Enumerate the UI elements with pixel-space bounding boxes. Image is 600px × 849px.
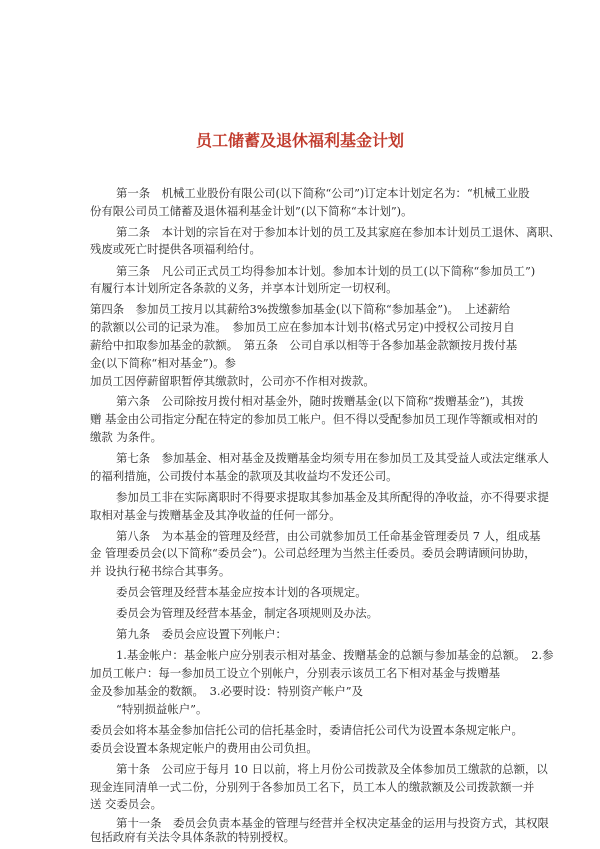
text-line: 金 管理委员会(以下简称“委员会”)。公司总经理为当然主任委员。委员会聘请顾问协助， (90, 546, 536, 560)
text-line: 委员会管理及经营本基金应按本计划的各项规定。 (116, 585, 367, 599)
text-line: 第七条 参加基金、相对基金及拨赠基金均须专用在参加员工及其受益人或法定继承人 (116, 451, 549, 465)
text-line: 第十条 公司应于每月 10 日以前，将上月份公司拨款及全体参加员工缴款的总额，以 (116, 762, 548, 776)
text-line: 残废或死亡时提供各项福利给付。 (90, 242, 261, 256)
text-line: 委员会设置本条规定帐户的费用由公司负担。 (90, 741, 318, 755)
text-line: 金(以下简称“相对基金”)。参 (90, 356, 236, 370)
text-line: 第九条 委员会应设置下列帐户： (116, 627, 287, 641)
text-line: 薪给中扣取参加基金的款额。 第五条 公司自承以相等于各参加基金款额按月拨付基 (90, 338, 518, 352)
text-line: 并 设执行秘书综合其事务。 (90, 564, 231, 578)
text-line: 的福利措施，公司拨付本基金的款项及其收益均不发还公司。 (90, 469, 398, 483)
text-line: 委员会为管理及经营本基金，制定各项规则及办法。 (116, 606, 378, 620)
text-line: 送 交委员会。 (90, 797, 162, 811)
text-line: 1.基金帐户：基金帐户应分别表示相对基金、拨赠基金的总额与参加基金的总额。 2.参 (116, 648, 554, 662)
text-line: 第三条 凡公司正式员工均得参加本计划。参加本计划的员工(以下简称“参加员工”) (116, 264, 536, 278)
text-line: 第一条 机械工业股份有限公司(以下简称“公司”)订定本计划定名为：“机械工业股 (116, 186, 530, 200)
text-line: 取相对基金与拨赠基金及其净收益的任何一部分。 (90, 508, 341, 522)
text-line: 份有限公司员工储蓄及退休福利基金计划”(以下简称“本计划”)。 (90, 204, 413, 218)
document-title: 员工储蓄及退休福利基金计划 (195, 131, 404, 150)
text-line: 有履行本计划所定各条款的义务，并享本计划所定一切权利。 (90, 281, 398, 295)
text-line: 现金连同清单一式二份，分别列于各参加员工名下，员工本人的缴款额及公司拨款额一并 (90, 780, 535, 794)
text-line: “特别损益帐户”。 (116, 702, 208, 716)
text-line: 委员会如将本基金参加信托公司的信托基金时，委请信托公司代为设置本条规定帐户。 (90, 723, 523, 737)
text-line: 加员工因停薪留职暂停其缴款时，公司亦不作相对拨款。 (90, 374, 375, 388)
text-line: 第六条 公司除按月拨付相对基金外，随时拨赠基金(以下简称“拨赠基金”)，其拨 (116, 394, 524, 408)
text-line: 加员工帐户：每一参加员工设立个别帐户，分别表示该员工名下相对基金与拨赠基 (90, 666, 501, 680)
text-line: 金及参加基金的数额。 3.必要时设：特别资产帐户”及 (90, 684, 363, 698)
text-line: 包括政府有关法令具体条款的特别授权。 (90, 830, 296, 844)
text-line: 赠 基金由公司指定分配在特定的参加员工帐户。但不得以受配参加员工现作等额或相对的 (90, 412, 538, 426)
text-line: 参加员工非在实际离职时不得要求提取其参加基金及其所配得的净收益，亦不得要求提 (116, 490, 549, 504)
text-line: 第四条 参加员工按月以其薪给3%拨缴参加基金(以下简称“参加基金”)。 上述薪给 (90, 302, 511, 316)
text-line: 第十一条 委员会负责本基金的管理与经营并全权决定基金的运用与投资方式，其权限 (116, 816, 549, 830)
text-line: 的款额以公司的记录为准。 参加员工应在参加本计划书(格式另定)中授权公司按月自 (90, 320, 515, 334)
text-line: 缴款 为条件。 (90, 430, 162, 444)
text-line: 第八条 为本基金的管理及经营，由公司就参加员工任命基金管理委员 7 人，组成基 (116, 529, 541, 543)
text-line: 第二条 本计划的宗旨在对于参加本计划的员工及其家庭在参加本计划员工退休、离职、 (116, 225, 561, 239)
